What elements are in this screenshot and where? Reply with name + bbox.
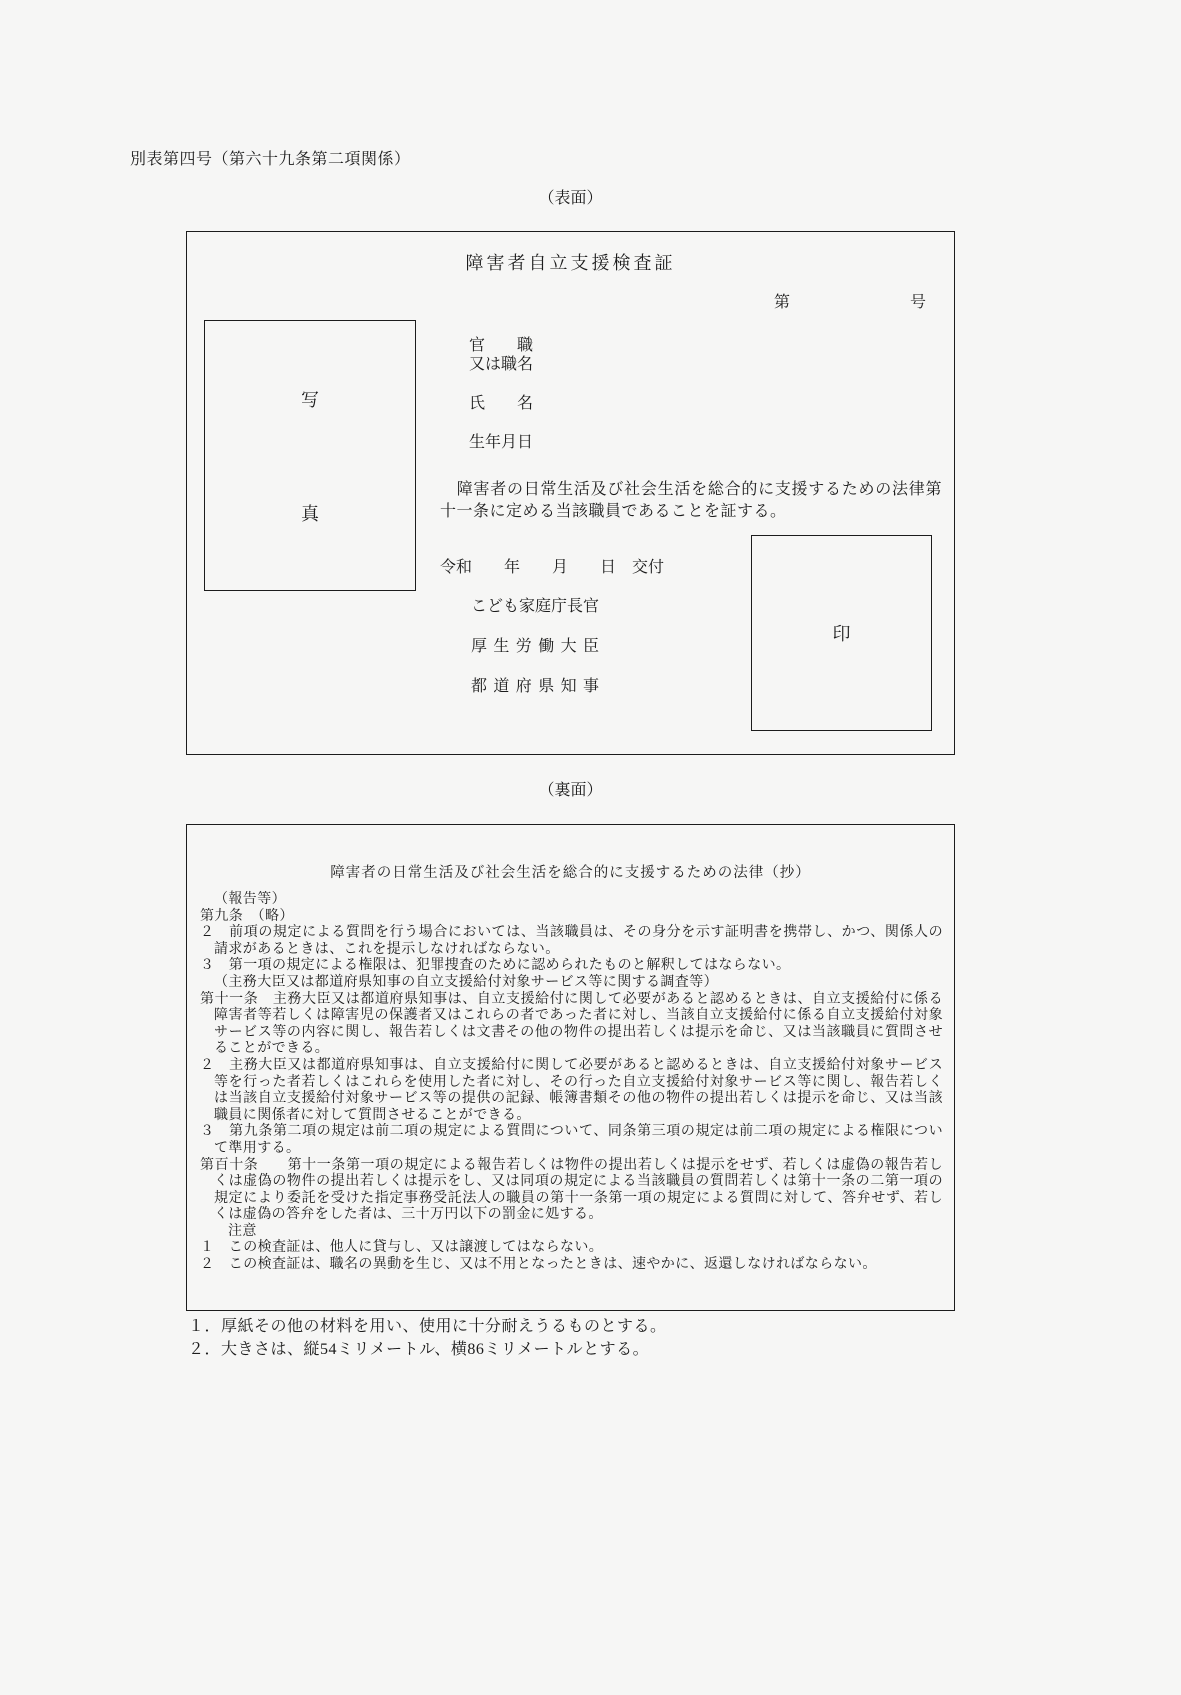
back-certificate-card [186,824,955,1311]
legal-paragraph: 注意 [228,1223,257,1239]
certificate-title: 障害者自立支援検査証 [465,253,676,273]
legal-paragraph: 第百十条 第十一条第一項の規定による報告若しくは物件の提出若しくは提示をせず、若しくは虚偽の報告若しくは虚偽の物件の提出若しくは提示をし、又は同項の規定による当該職員の質問若しくは第十一条の二第一項の規定により委託を受けた指定事務受託法人の職員の第十一条第一項の規定による質問に対して、答弁せず、若しくは虚偽の答弁をした者は、三十万円以下の罰金に処する。 [200,1157,943,1223]
field-birthdate-label: 生年月日 [469,434,534,451]
legal-paragraph: （報告等） [214,892,286,907]
note-line: ２．大きさは、縦54ミリメートル、横86ミリメートルとする。 [188,1341,650,1358]
issuer-children-families-agency: こども家庭庁長官 [471,598,600,615]
seal-label: 印 [832,624,851,644]
back-side-label: （裏面） [538,782,603,799]
issuer-health-labour-minister: 厚生労働大臣 [471,638,606,655]
certificate-number-line [774,289,926,312]
law-excerpt-title: 障害者の日常生活及び社会生活を総合的に支援するための法律（抄） [330,865,811,881]
note-line: １．厚紙その他の材料を用い、使用に十分耐えうるものとする。 [188,1318,667,1335]
appendix-label: 別表第四号（第六十九条第二項関係） [130,151,411,168]
seal-box [751,535,932,731]
back-legal-text [200,892,943,1274]
legal-paragraph: １ この検査証は、他人に貸与し、又は譲渡してはならない。 [200,1240,604,1256]
issue-date-line: 令和 年 月 日 交付 [440,559,665,576]
legal-paragraph: ３ 第九条第二項の規定は前二項の規定による質問について、同条第三項の規定は前二項の規定による権限について準用する。 [200,1124,943,1156]
photo-label-bottom: 真 [301,503,319,524]
certification-statement: 障害者の日常生活及び社会生活を総合的に支援するための法律第十一条に定める当該職員であることを証する。 [440,481,942,520]
bottom-notes [188,1315,667,1361]
number-suffix: 号 [909,294,926,311]
legal-paragraph: ２ 主務大臣又は都道府県知事は、自立支援給付に関して必要があると認めるときは、自立支援給付対象サービス等を行った者若しくはこれらを使用した者に対し、その行った自立支援給付対象サービス等に関し、報告若しくは当該自立支援給付対象サービス等の提供の記録、帳簿書類その他の物件の提出若しくは提示を命じ、又は当該職員に関係者に対して質問させることができる。 [200,1057,943,1123]
field-official-position-label: 官 職 [469,337,534,354]
photo-label-top: 写 [301,389,319,410]
field-official-position-alt-label: 又は職名 [469,356,534,373]
issuer-prefectural-governor: 都道府県知事 [471,678,606,695]
legal-paragraph: （主務大臣又は都道府県知事の自立支援給付対象サービス等に関する調査等） [214,974,718,990]
legal-paragraph: 第十一条 主務大臣又は都道府県知事は、自立支援給付に関して必要があると認めるときは、自立支援給付に係る障害者等若しくは障害児の保護者又はこれらの者であった者に対し、当該自立支援給付に係る自立支援給付対象サービス等の内容に関し、報告若しくは文書その他の物件の提出若しくは提示を命じ、又は当該職員に質問させることができる。 [200,991,943,1057]
field-name-label: 氏 名 [469,395,534,412]
front-certificate-card [186,231,955,755]
front-side-label: （表面） [538,190,603,207]
legal-paragraph: ２ 前項の規定による質問を行う場合においては、当該職員は、その身分を示す証明書を携帯し、かつ、関係人の請求があるときは、これを提示しなければならない。 [200,925,943,957]
photo-placeholder-box [204,320,416,591]
number-prefix: 第 [774,294,791,311]
legal-paragraph: ３ 第一項の規定による権限は、犯罪捜査のために認められたものと解釈してはならない。 [200,958,791,974]
legal-paragraph: ２ この検査証は、職名の異動を生じ、又は不用となったときは、速やかに、返還しなければならない。 [200,1257,877,1273]
legal-paragraph: 第九条 （略） [200,908,294,924]
